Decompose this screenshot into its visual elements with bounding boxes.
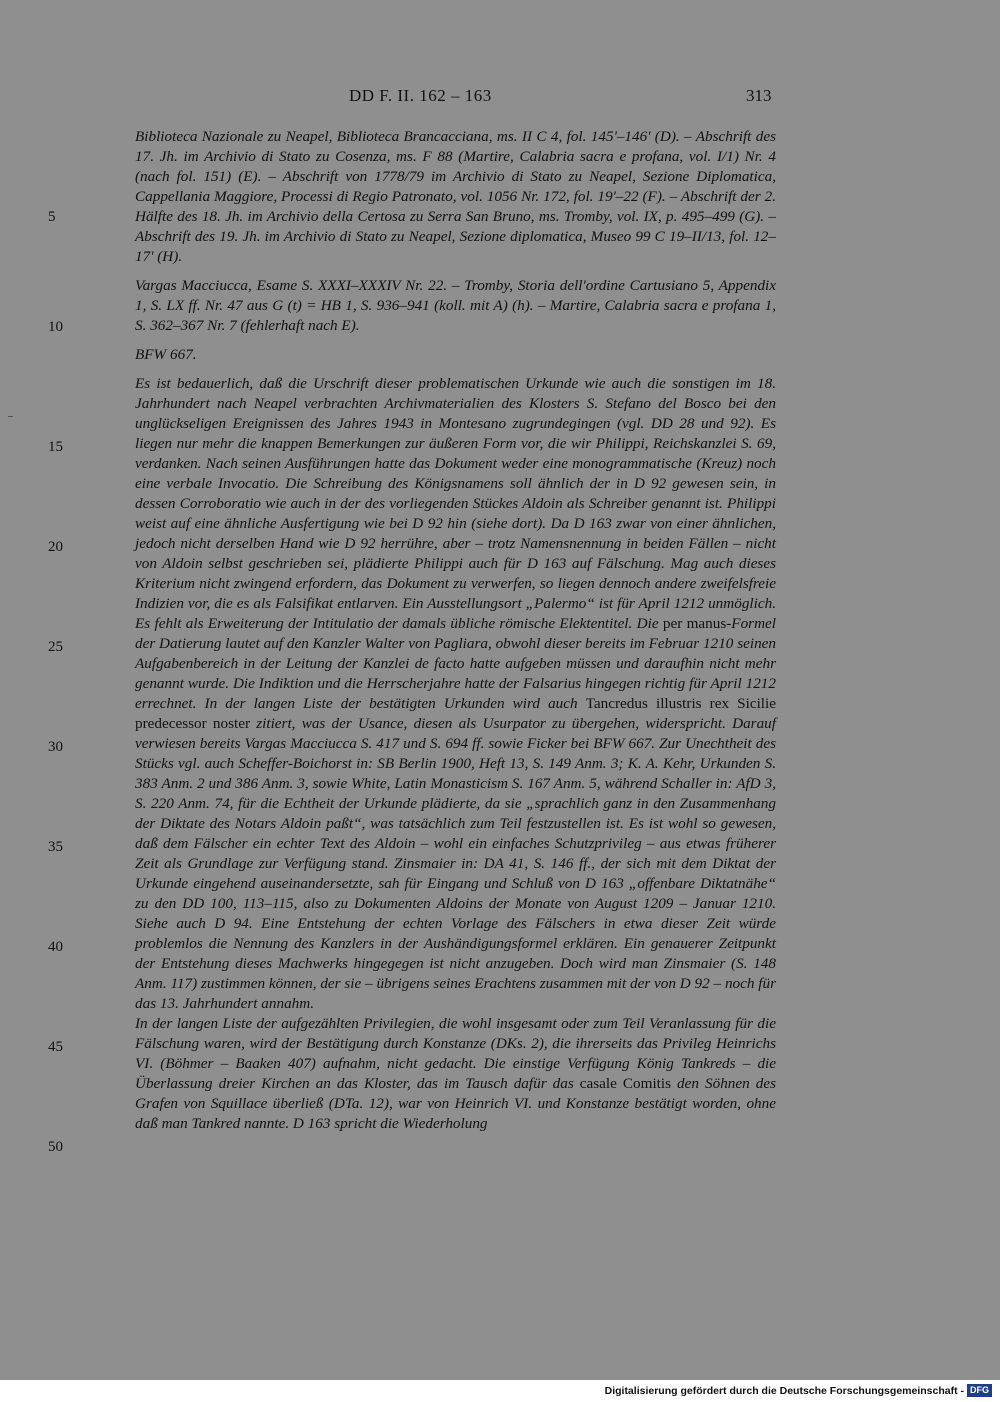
main-text [135, 127, 776, 1134]
dfg-logo-icon: DFG [967, 1384, 992, 1397]
margin-mark [8, 416, 13, 417]
commentary-text: Es ist bedauerlich, daß die Urschrift dieser problematischen Urkunde wie auch die sonstigen im 18. Jahrhundert nach Neapel verbrachten Archivmaterialien des Klosters S. Stefano del Bosco bei den unglückseligen Ereignissen des Jahres 1943 in Montesano zugrundegingen (vgl. DD 28 und 92). Es liegen nur mehr die knappen Bemerkungen zur äußeren Form vor, die wir Philippi, Reichskanzlei S. 69, verdanken. Nach seinen Ausführungen hatte das Dokument weder eine monogrammatische (Kreuz) noch eine verbale Invocatio. Die Schreibung des Königsnamens soll ähnlich der in D 92 gewesen sein, in dessen Corroboratio wie auch in der des vorliegenden Stückes Aldoin als Schreiber genannt ist. Philippi weist auf eine ähnliche Ausfertigung wie bei D 92 hin (siehe dort). Da D 163 zwar von einer ähnlichen, jedoch nicht derselben Hand wie D 92 herrühre, aber – trotz Namensnennung in beiden Fällen – nicht von Aldoin selbst geschrieben sei, plädierte Philippi auch für D 163 auf Fälschung. Mag auch dieses Kriterium nicht zwingend erfordern, das Dokument zu verwerfen, so liegen dennoch andere zweifelsfreie Indizien vor, die es als Falsifikat entlarven. Ein Ausstellungsort „Palermo“ ist für April 1212 unmöglich. Es fehlt als Erweiterung der Intitulatio der damals übliche römische Elektentitel. Die [135, 375, 776, 632]
line-number-column [0, 0, 70, 1380]
running-header [0, 86, 1000, 110]
footer-bar [0, 1380, 1000, 1402]
line-number: 25 [48, 639, 63, 655]
line-number: 30 [48, 739, 63, 755]
header-title: DD F. II. 162 – 163 [349, 86, 492, 105]
line-number: 5 [48, 209, 56, 225]
privileges-text: den Söhnen des Grafen von Squillace überließ (DTa. 12), war von Heinrich VI. und Konstanze bestätigt worden, ohne daß man Tankred nannte. D 163 spricht die Wiederholung [135, 1075, 776, 1132]
line-number: 10 [48, 319, 63, 335]
editions-paragraph: Vargas Macciucca, Esame S. XXXI–XXXIV Nr. 22. – Tromby, Storia dell'ordine Cartusiano 5, Appendix 1, S. LX ff. Nr. 47 aus G (t) = HB 1, S. 936–941 (koll. mit A) (h). – Martire, Calabria sacra e profana 1, S. 362–367 Nr. 7 (fehlerhaft nach E). [135, 277, 776, 334]
privileges-paragraph [135, 1014, 776, 1134]
manuscript-tradition-paragraph: Biblioteca Nazionale zu Neapel, Biblioteca Brancacciana, ms. II C 4, fol. 145'–146' (D). – Abschrift des 17. Jh. im Archivio di Stato zu Cosenza, ms. F 88 (Martire, Calabria sacra e profana, vol. I/1) Nr. 4 (nach fol. 151) (E). – Abschrift von 1778/79 im Archivio di Stato zu Neapel, Sezione Diplomatica, Cappellania Maggiore, Processi di Regio Patronato, vol. 1056 Nr. 172, fol. 19'–22 (F). – Abschrift der 2. Hälfte des 18. Jh. im Archivio della Certosa zu Serra San Bruno, ms. Tromby, vol. IX, p. 495–499 (G). – Abschrift des 19. Jh. im Archivio di Stato zu Neapel, Sezione diplomatica, Museo 99 C 19–II/13, fol. 12–17' (H). [135, 128, 776, 265]
line-number: 20 [48, 539, 63, 555]
line-number: 45 [48, 1039, 63, 1055]
page-number: 313 [746, 86, 772, 105]
commentary-text: -Formel der Datierung lautet auf den Kanzler Walter von Pagliara, obwohl dieser bereits im Februar 1210 seinen Aufgabenbereich in der Leitung der Kanzlei de facto hatte aufgeben müssen und daraufhin nicht mehr genannt wurde. Die Indiktion und die Herrscherjahre hatte der Falsarius hingegen richtig für April 1212 errechnet. In der langen Liste der bestätigten Urkunden wird auch [135, 615, 777, 712]
upright-quote: Tancredus illustris rex Sicilie predecessor noster [135, 695, 776, 732]
upright-quote: casale Comitis [579, 1075, 672, 1092]
commentary-paragraph [135, 374, 776, 1014]
commentary-text: zitiert, was der Usance, diesen als Usurpator zu übergehen, widerspricht. Darauf verwiesen bereits Vargas Macciucca S. 417 und S. 694 ff. sowie Ficker bei BFW 667. Zur Unechtheit des Stücks vgl. auch Scheffer-Boichorst in: SB Berlin 1900, Heft 13, S. 149 Anm. 3; K. A. Kehr, Urkunden S. 383 Anm. 2 und 386 Anm. 3, sowie White, Latin Monasticism S. 167 Anm. 5, während Schaller in: AfD 3, S. 220 Anm. 74, für die Echtheit der Urkunde plädierte, da sie „sprachlich ganz in den Zusammenhang der Diktate des Notars Aldoin paßt“, was tatsächlich zum Teil festzustellen ist. Es ist wohl so gewesen, daß dem Fälscher ein echter Text des Aldoin – wohl ein einfaches Schutzprivileg – aus etwas früherer Zeit als Grundlage zur Verfügung stand. Zinsmaier in: DA 41, S. 146 ff., der sich mit dem Diktat der Urkunde eingehend auseinandersetzte, sah für Eingang und Schluß von D 163 „offenbare Diktatnähe“ zu den DD 100, 113–115, also zu Dokumenten Aldoins der Monate von August 1209 – Januar 1210. Siehe auch D 94. Eine Entstehung der echten Vorlage des Fälschers in etwa dieser Zeit würde problemlos die Nennung des Kanzlers in der Aushändigungsformel erklären. Ein genauerer Zeitpunkt der Entstehung dieses Machwerks hingegegen ist nicht anzugeben. Doch wird man Zinsmaier (S. 148 Anm. 117) zustimmen können, der sie – übrigens seines Erachtens zusammen mit der von D 92 – noch für das 13. Jahrhundert annahm. [135, 715, 776, 1012]
line-number: 35 [48, 839, 63, 855]
line-number: 40 [48, 939, 63, 955]
line-number: 50 [48, 1139, 63, 1155]
regest-paragraph: BFW 667. [135, 346, 197, 363]
privileges-text: In der langen Liste der aufgezählten Privilegien, die wohl insgesamt oder zum Teil Veranlassung für die Fälschung waren, wird der Bestätigung durch Konstanze (DKs. 2), die ihrerseits das Privileg Heinrichs VI. (Böhmer – Baaken 407) aufnahm, nicht gedacht. Die einstige Verfügung König Tankreds – die Überlassung dreier Kirchen an das Kloster, das im Tausch dafür das [135, 1015, 776, 1092]
funding-note: Digitalisierung gefördert durch die Deutsche Forschungsgemeinschaft - [604, 1385, 964, 1397]
upright-quote: per manus [662, 615, 727, 632]
line-number: 15 [48, 439, 63, 455]
